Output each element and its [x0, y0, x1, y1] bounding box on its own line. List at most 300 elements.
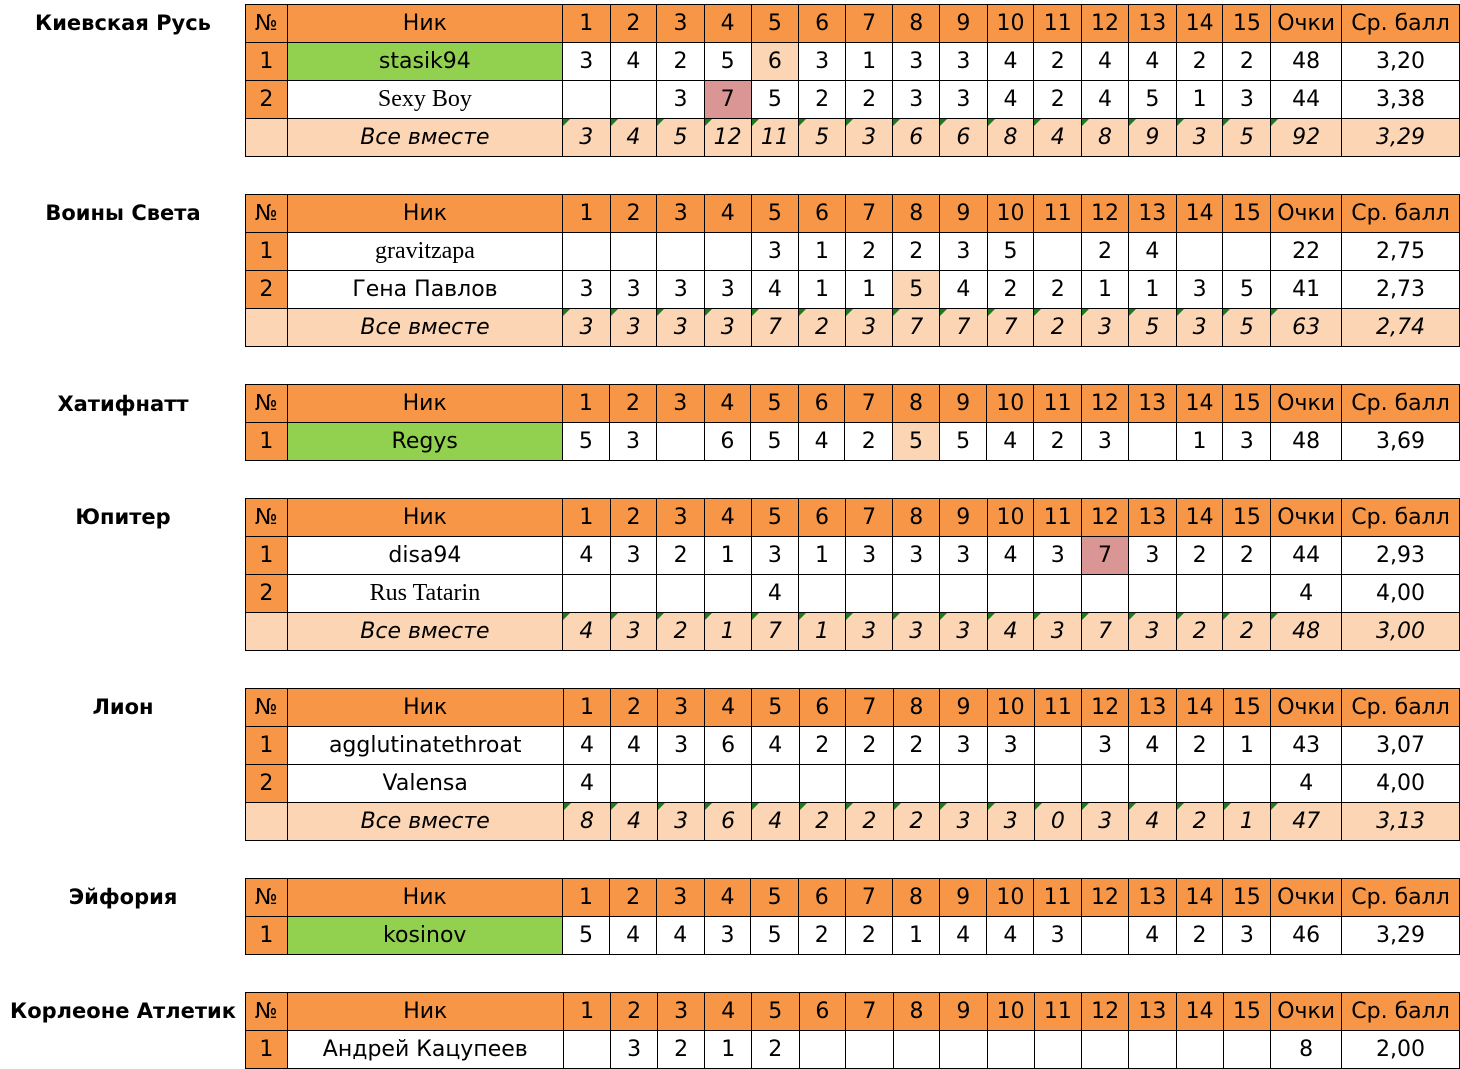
score-cell[interactable]: 2 — [799, 81, 846, 119]
score-cell[interactable]: 1 — [1176, 423, 1223, 461]
score-cell[interactable] — [705, 765, 752, 803]
total-score-cell[interactable]: 2 — [1223, 613, 1271, 651]
total-label[interactable]: Все вместе — [287, 613, 562, 651]
total-score-cell[interactable]: 5 — [1223, 309, 1271, 347]
score-cell[interactable]: 5 — [751, 81, 799, 119]
score-cell[interactable]: 2 — [1176, 537, 1223, 575]
score-cell[interactable] — [799, 765, 846, 803]
score-cell[interactable]: 3 — [657, 271, 705, 309]
score-cell[interactable] — [563, 233, 611, 271]
score-cell[interactable]: 2 — [1176, 727, 1223, 765]
score-cell[interactable]: 4 — [751, 271, 799, 309]
score-cell[interactable]: 3 — [705, 271, 752, 309]
score-cell[interactable]: 2 — [1034, 271, 1082, 309]
score-cell[interactable]: 6 — [704, 423, 751, 461]
score-cell[interactable]: 5 — [562, 423, 610, 461]
score-cell[interactable] — [1176, 575, 1223, 613]
score-cell[interactable] — [705, 233, 752, 271]
total-score-cell[interactable]: 1 — [799, 613, 846, 651]
total-score-cell[interactable]: 3 — [893, 613, 940, 651]
score-cell[interactable]: 1 — [799, 271, 846, 309]
score-cell[interactable] — [845, 575, 893, 613]
score-cell[interactable]: 3 — [845, 537, 893, 575]
total-score-cell[interactable]: 4 — [751, 803, 799, 841]
score-cell[interactable]: 7 — [704, 81, 751, 119]
total-score-cell[interactable]: 0 — [1034, 803, 1082, 841]
score-cell[interactable]: 5 — [987, 233, 1034, 271]
total-score-cell[interactable]: 4 — [610, 119, 657, 157]
score-cell[interactable]: 3 — [987, 727, 1034, 765]
total-score-cell[interactable]: 7 — [751, 613, 799, 651]
score-cell[interactable] — [1223, 765, 1271, 803]
score-cell[interactable] — [1223, 575, 1271, 613]
score-cell[interactable] — [657, 233, 705, 271]
total-points-cell[interactable]: 63 — [1271, 309, 1342, 347]
score-cell[interactable]: 1 — [1128, 271, 1176, 309]
total-score-cell[interactable]: 4 — [1129, 803, 1177, 841]
score-cell[interactable] — [1176, 765, 1223, 803]
team-name: Юпитер — [75, 505, 171, 529]
total-average-cell[interactable]: 3,29 — [1342, 119, 1460, 157]
header-row — [246, 993, 1460, 1031]
total-score-cell[interactable]: 5 — [1128, 309, 1176, 347]
total-label[interactable]: Все вместе — [287, 309, 562, 347]
total-average-cell[interactable]: 3,13 — [1342, 803, 1460, 841]
score-cell[interactable] — [563, 575, 611, 613]
total-score-cell[interactable]: 3 — [845, 119, 893, 157]
score-cell[interactable] — [1082, 765, 1129, 803]
score-cell[interactable]: 3 — [1223, 423, 1271, 461]
score-cell[interactable]: 4 — [610, 43, 657, 81]
total-label[interactable]: Все вместе — [287, 803, 563, 841]
total-score-cell[interactable]: 12 — [704, 119, 751, 157]
points-cell[interactable]: 46 — [1271, 917, 1342, 955]
points-cell[interactable]: 48 — [1271, 43, 1342, 81]
score-cell[interactable]: 2 — [1034, 43, 1082, 81]
average-cell[interactable]: 4,00 — [1342, 575, 1460, 613]
score-cell[interactable] — [1176, 233, 1223, 271]
team-name: Киевская Русь — [35, 11, 211, 35]
score-cell[interactable]: 3 — [940, 727, 988, 765]
player-nick[interactable]: Гена Павлов — [287, 271, 562, 309]
score-cell[interactable]: 2 — [798, 917, 845, 955]
total-score-cell[interactable]: 1 — [1223, 803, 1271, 841]
score-cell[interactable]: 2 — [657, 43, 705, 81]
score-cell[interactable]: 1 — [893, 917, 940, 955]
total-score-cell[interactable]: 2 — [1034, 309, 1082, 347]
score-cell[interactable] — [610, 81, 657, 119]
score-cell[interactable] — [1034, 765, 1082, 803]
average-cell[interactable]: 2,75 — [1342, 233, 1460, 271]
score-cell[interactable]: 3 — [1223, 917, 1271, 955]
total-score-cell[interactable]: 7 — [940, 309, 988, 347]
score-cell[interactable]: 3 — [562, 43, 610, 81]
score-cell[interactable]: 4 — [563, 765, 611, 803]
player-number[interactable]: 2 — [246, 765, 288, 803]
score-cell[interactable]: 5 — [751, 423, 799, 461]
score-cell[interactable]: 3 — [1176, 271, 1223, 309]
score-cell[interactable]: 5 — [751, 917, 799, 955]
points-cell[interactable]: 41 — [1271, 271, 1342, 309]
score-cell[interactable]: 3 — [610, 271, 657, 309]
score-cell[interactable]: 3 — [1128, 537, 1176, 575]
score-cell[interactable]: 2 — [752, 1031, 800, 1069]
header-round: 4 — [705, 689, 752, 727]
score-cell[interactable] — [657, 765, 705, 803]
total-points-cell[interactable]: 47 — [1271, 803, 1342, 841]
total-score-cell[interactable]: 6 — [705, 803, 752, 841]
score-cell[interactable] — [893, 765, 940, 803]
score-cell[interactable]: 4 — [656, 917, 704, 955]
total-score-cell[interactable]: 3 — [657, 803, 705, 841]
score-cell[interactable]: 3 — [940, 537, 988, 575]
score-cell[interactable] — [1129, 765, 1177, 803]
player-nick[interactable]: Valensa — [287, 765, 563, 803]
score-cell[interactable] — [987, 1031, 1034, 1069]
score-cell[interactable]: 2 — [1223, 537, 1271, 575]
header-nick: Ник — [287, 879, 562, 917]
score-cell[interactable]: 4 — [1129, 727, 1177, 765]
score-cell[interactable]: 2 — [845, 423, 893, 461]
points-cell[interactable]: 44 — [1271, 537, 1342, 575]
points-cell[interactable]: 43 — [1271, 727, 1342, 765]
average-cell[interactable]: 2,00 — [1342, 1031, 1460, 1069]
average-cell[interactable]: 3,20 — [1342, 43, 1460, 81]
score-cell[interactable]: 3 — [611, 1031, 658, 1069]
score-cell[interactable]: 1 — [1176, 81, 1223, 119]
total-score-cell[interactable]: 7 — [987, 309, 1034, 347]
score-cell[interactable] — [987, 575, 1034, 613]
player-number[interactable]: 1 — [246, 917, 288, 955]
total-score-cell[interactable]: 2 — [1176, 803, 1223, 841]
score-cell[interactable]: 5 — [704, 43, 751, 81]
score-cell[interactable]: 3 — [704, 917, 751, 955]
score-cell[interactable]: 3 — [940, 233, 988, 271]
total-score-cell[interactable]: 3 — [1176, 309, 1223, 347]
score-cell[interactable]: 3 — [657, 727, 705, 765]
score-cell[interactable] — [611, 765, 658, 803]
score-cell[interactable]: 4 — [611, 727, 658, 765]
average-cell[interactable]: 2,73 — [1342, 271, 1460, 309]
header-round: 8 — [893, 195, 940, 233]
total-score-cell[interactable]: 3 — [657, 309, 705, 347]
score-cell[interactable]: 3 — [657, 81, 705, 119]
score-cell[interactable] — [799, 1031, 846, 1069]
score-cell[interactable]: 5 — [893, 271, 940, 309]
total-score-cell[interactable]: 3 — [940, 613, 988, 651]
score-cell[interactable]: 2 — [845, 233, 893, 271]
score-cell[interactable]: 3 — [563, 271, 611, 309]
score-cell[interactable]: 1 — [1223, 727, 1271, 765]
score-cell[interactable]: 2 — [893, 727, 940, 765]
score-cell[interactable] — [1223, 233, 1271, 271]
score-cell[interactable]: 5 — [562, 917, 610, 955]
total-score-cell[interactable]: 8 — [563, 803, 611, 841]
score-cell[interactable]: 1 — [845, 43, 893, 81]
score-cell[interactable]: 2 — [845, 917, 893, 955]
score-cell[interactable] — [1128, 423, 1176, 461]
score-cell[interactable]: 3 — [1034, 537, 1082, 575]
score-cell[interactable] — [1176, 1031, 1223, 1069]
player-number[interactable]: 1 — [246, 727, 288, 765]
score-cell[interactable]: 4 — [610, 917, 657, 955]
total-score-cell[interactable]: 4 — [1034, 119, 1082, 157]
total-score-cell[interactable]: 3 — [610, 613, 657, 651]
score-cell[interactable]: 2 — [1082, 233, 1129, 271]
average-cell[interactable]: 3,38 — [1342, 81, 1460, 119]
total-score-cell[interactable]: 3 — [562, 119, 610, 157]
score-cell[interactable] — [1082, 575, 1129, 613]
score-cell[interactable]: 4 — [987, 917, 1034, 955]
total-number[interactable] — [246, 309, 288, 347]
score-cell[interactable] — [987, 765, 1034, 803]
score-cell[interactable]: 1 — [1082, 271, 1129, 309]
score-cell[interactable]: 3 — [751, 537, 799, 575]
total-average-cell[interactable]: 2,74 — [1342, 309, 1460, 347]
score-cell[interactable] — [562, 81, 610, 119]
header-round: 13 — [1129, 689, 1177, 727]
total-score-cell[interactable]: 4 — [987, 613, 1034, 651]
score-cell[interactable]: 5 — [893, 423, 940, 461]
score-cell[interactable]: 2 — [846, 727, 894, 765]
score-cell[interactable]: 4 — [751, 727, 799, 765]
score-cell[interactable] — [563, 1031, 611, 1069]
score-cell[interactable]: 4 — [563, 727, 611, 765]
total-points-cell[interactable]: 48 — [1271, 613, 1342, 651]
score-cell[interactable]: 1 — [799, 233, 846, 271]
total-score-cell[interactable]: 3 — [1082, 803, 1129, 841]
total-score-cell[interactable]: 2 — [1176, 613, 1223, 651]
score-cell[interactable] — [1082, 917, 1129, 955]
total-number[interactable] — [246, 119, 288, 157]
total-number[interactable] — [246, 613, 288, 651]
score-cell[interactable]: 2 — [1176, 917, 1223, 955]
score-cell[interactable]: 2 — [893, 233, 940, 271]
score-cell[interactable]: 4 — [987, 423, 1034, 461]
score-cell[interactable] — [940, 1031, 988, 1069]
score-cell[interactable] — [610, 233, 657, 271]
score-cell[interactable]: 4 — [798, 423, 845, 461]
player-nick[interactable]: gravitzapa — [287, 233, 562, 271]
score-cell[interactable] — [846, 765, 894, 803]
total-score-cell[interactable]: 5 — [657, 119, 705, 157]
score-cell[interactable]: 3 — [940, 43, 988, 81]
score-cell[interactable]: 7 — [1082, 537, 1129, 575]
score-cell[interactable]: 1 — [799, 537, 846, 575]
total-score-cell[interactable]: 3 — [987, 803, 1034, 841]
score-cell[interactable] — [610, 575, 657, 613]
score-cell[interactable]: 2 — [657, 537, 705, 575]
player-number[interactable]: 1 — [246, 1031, 288, 1069]
player-nick[interactable]: Regys — [287, 423, 562, 461]
player-number[interactable]: 1 — [246, 43, 288, 81]
score-cell[interactable]: 4 — [1128, 233, 1176, 271]
total-score-cell[interactable]: 3 — [845, 613, 893, 651]
score-cell[interactable]: 4 — [987, 43, 1034, 81]
player-nick[interactable]: Rus Tatarin — [287, 575, 562, 613]
score-cell[interactable]: 4 — [1128, 43, 1176, 81]
total-score-cell[interactable]: 1 — [704, 613, 751, 651]
score-cell[interactable] — [1034, 575, 1082, 613]
score-cell[interactable] — [704, 575, 751, 613]
score-cell[interactable]: 4 — [940, 271, 988, 309]
player-nick[interactable]: disa94 — [287, 537, 562, 575]
points-cell[interactable]: 48 — [1271, 423, 1342, 461]
score-cell[interactable]: 1 — [705, 1031, 752, 1069]
total-score-cell[interactable]: 7 — [893, 309, 940, 347]
score-cell[interactable]: 4 — [563, 537, 611, 575]
team-table — [245, 4, 1460, 157]
score-cell[interactable]: 2 — [1034, 423, 1082, 461]
score-cell[interactable]: 3 — [610, 423, 657, 461]
total-score-cell[interactable]: 2 — [893, 803, 940, 841]
total-score-cell[interactable]: 3 — [1082, 309, 1129, 347]
score-cell[interactable] — [1034, 233, 1082, 271]
total-score-cell[interactable]: 4 — [611, 803, 658, 841]
score-cell[interactable]: 1 — [845, 271, 893, 309]
score-cell[interactable]: 2 — [1223, 43, 1271, 81]
total-score-cell[interactable]: 3 — [610, 309, 657, 347]
total-number[interactable] — [246, 803, 288, 841]
points-cell[interactable]: 4 — [1271, 765, 1342, 803]
header-round: 15 — [1223, 879, 1271, 917]
score-cell[interactable] — [1034, 1031, 1082, 1069]
total-score-cell[interactable]: 3 — [940, 803, 988, 841]
total-score-cell[interactable]: 3 — [705, 309, 752, 347]
total-score-cell[interactable]: 7 — [751, 309, 799, 347]
total-score-cell[interactable]: 8 — [1082, 119, 1129, 157]
total-score-cell[interactable]: 3 — [563, 309, 611, 347]
total-score-cell[interactable]: 6 — [893, 119, 940, 157]
total-score-cell[interactable]: 2 — [799, 309, 846, 347]
total-average-cell[interactable]: 3,00 — [1342, 613, 1460, 651]
player-nick[interactable]: stasik94 — [287, 43, 562, 81]
total-score-cell[interactable]: 6 — [940, 119, 988, 157]
score-cell[interactable]: 2 — [987, 271, 1034, 309]
score-cell[interactable]: 1 — [704, 537, 751, 575]
player-nick[interactable]: Андрей Кацупеев — [287, 1031, 563, 1069]
total-score-cell[interactable]: 8 — [987, 119, 1034, 157]
score-cell[interactable]: 3 — [1223, 81, 1271, 119]
score-cell[interactable]: 2 — [1176, 43, 1223, 81]
total-score-cell[interactable]: 9 — [1128, 119, 1176, 157]
average-cell[interactable]: 2,93 — [1342, 537, 1460, 575]
score-cell[interactable]: 6 — [751, 43, 799, 81]
score-cell[interactable]: 3 — [1034, 917, 1082, 955]
total-score-cell[interactable]: 3 — [1176, 119, 1223, 157]
player-number[interactable]: 1 — [246, 537, 288, 575]
total-score-cell[interactable]: 11 — [751, 119, 799, 157]
score-cell[interactable] — [940, 575, 988, 613]
score-cell[interactable] — [751, 765, 799, 803]
points-cell[interactable]: 4 — [1271, 575, 1342, 613]
player-nick[interactable]: agglutinatethroat — [287, 727, 563, 765]
score-cell[interactable]: 5 — [1223, 271, 1271, 309]
score-cell[interactable]: 5 — [939, 423, 987, 461]
score-cell[interactable]: 2 — [657, 1031, 705, 1069]
score-cell[interactable]: 4 — [1082, 81, 1129, 119]
average-cell[interactable]: 3,69 — [1342, 423, 1460, 461]
total-label[interactable]: Все вместе — [287, 119, 562, 157]
total-score-cell[interactable]: 7 — [1082, 613, 1129, 651]
total-score-cell[interactable]: 2 — [799, 803, 846, 841]
score-cell[interactable]: 3 — [610, 537, 657, 575]
player-number[interactable]: 1 — [246, 233, 288, 271]
header-nick: Ник — [287, 993, 563, 1031]
points-cell[interactable]: 44 — [1271, 81, 1342, 119]
score-cell[interactable]: 3 — [893, 43, 940, 81]
score-cell[interactable]: 4 — [939, 917, 987, 955]
player-number[interactable]: 1 — [246, 423, 288, 461]
score-cell[interactable] — [656, 423, 704, 461]
score-cell[interactable] — [799, 575, 846, 613]
total-score-cell[interactable]: 5 — [1223, 119, 1271, 157]
score-cell[interactable] — [940, 765, 988, 803]
player-number[interactable]: 2 — [246, 271, 288, 309]
score-cell[interactable]: 3 — [751, 233, 799, 271]
score-cell[interactable]: 3 — [1082, 727, 1129, 765]
score-cell[interactable] — [846, 1031, 894, 1069]
score-cell[interactable]: 2 — [845, 81, 893, 119]
score-cell[interactable]: 4 — [1082, 43, 1129, 81]
score-cell[interactable] — [1082, 1031, 1129, 1069]
total-score-cell[interactable]: 3 — [1128, 613, 1176, 651]
total-score-cell[interactable]: 3 — [1034, 613, 1082, 651]
header-round: 9 — [939, 385, 987, 423]
score-cell[interactable]: 3 — [799, 43, 846, 81]
score-cell[interactable] — [1034, 727, 1082, 765]
total-score-cell[interactable]: 2 — [657, 613, 705, 651]
header-round: 3 — [657, 5, 705, 43]
score-cell[interactable]: 4 — [1128, 917, 1176, 955]
average-cell[interactable]: 3,29 — [1342, 917, 1460, 955]
score-cell[interactable] — [1223, 1031, 1271, 1069]
total-score-cell[interactable]: 2 — [846, 803, 894, 841]
total-points-cell[interactable]: 92 — [1271, 119, 1342, 157]
header-row — [246, 195, 1460, 233]
total-score-cell[interactable]: 3 — [845, 309, 893, 347]
score-cell[interactable]: 3 — [1082, 423, 1129, 461]
player-number[interactable]: 2 — [246, 575, 288, 613]
header-round: 3 — [657, 195, 705, 233]
score-cell[interactable]: 2 — [799, 727, 846, 765]
score-cell[interactable]: 5 — [1128, 81, 1176, 119]
score-cell[interactable] — [893, 575, 940, 613]
player-nick[interactable]: Sexy Boy — [287, 81, 562, 119]
player-number[interactable]: 2 — [246, 81, 288, 119]
total-score-cell[interactable]: 5 — [799, 119, 846, 157]
score-cell[interactable]: 6 — [705, 727, 752, 765]
header-round: 10 — [987, 879, 1034, 917]
points-cell[interactable]: 22 — [1271, 233, 1342, 271]
score-cell[interactable]: 4 — [987, 537, 1034, 575]
score-cell[interactable]: 3 — [940, 81, 988, 119]
score-cell[interactable] — [657, 575, 705, 613]
score-cell[interactable]: 3 — [893, 537, 940, 575]
average-cell[interactable]: 3,07 — [1342, 727, 1460, 765]
score-cell[interactable] — [1129, 1031, 1177, 1069]
score-cell[interactable]: 4 — [751, 575, 799, 613]
average-cell[interactable]: 4,00 — [1342, 765, 1460, 803]
total-score-cell[interactable]: 4 — [563, 613, 611, 651]
score-cell[interactable]: 3 — [893, 81, 940, 119]
score-cell[interactable] — [1128, 575, 1176, 613]
player-nick[interactable]: kosinov — [287, 917, 562, 955]
score-cell[interactable]: 4 — [987, 81, 1034, 119]
score-cell[interactable] — [893, 1031, 940, 1069]
points-cell[interactable]: 8 — [1271, 1031, 1342, 1069]
score-cell[interactable]: 2 — [1034, 81, 1082, 119]
